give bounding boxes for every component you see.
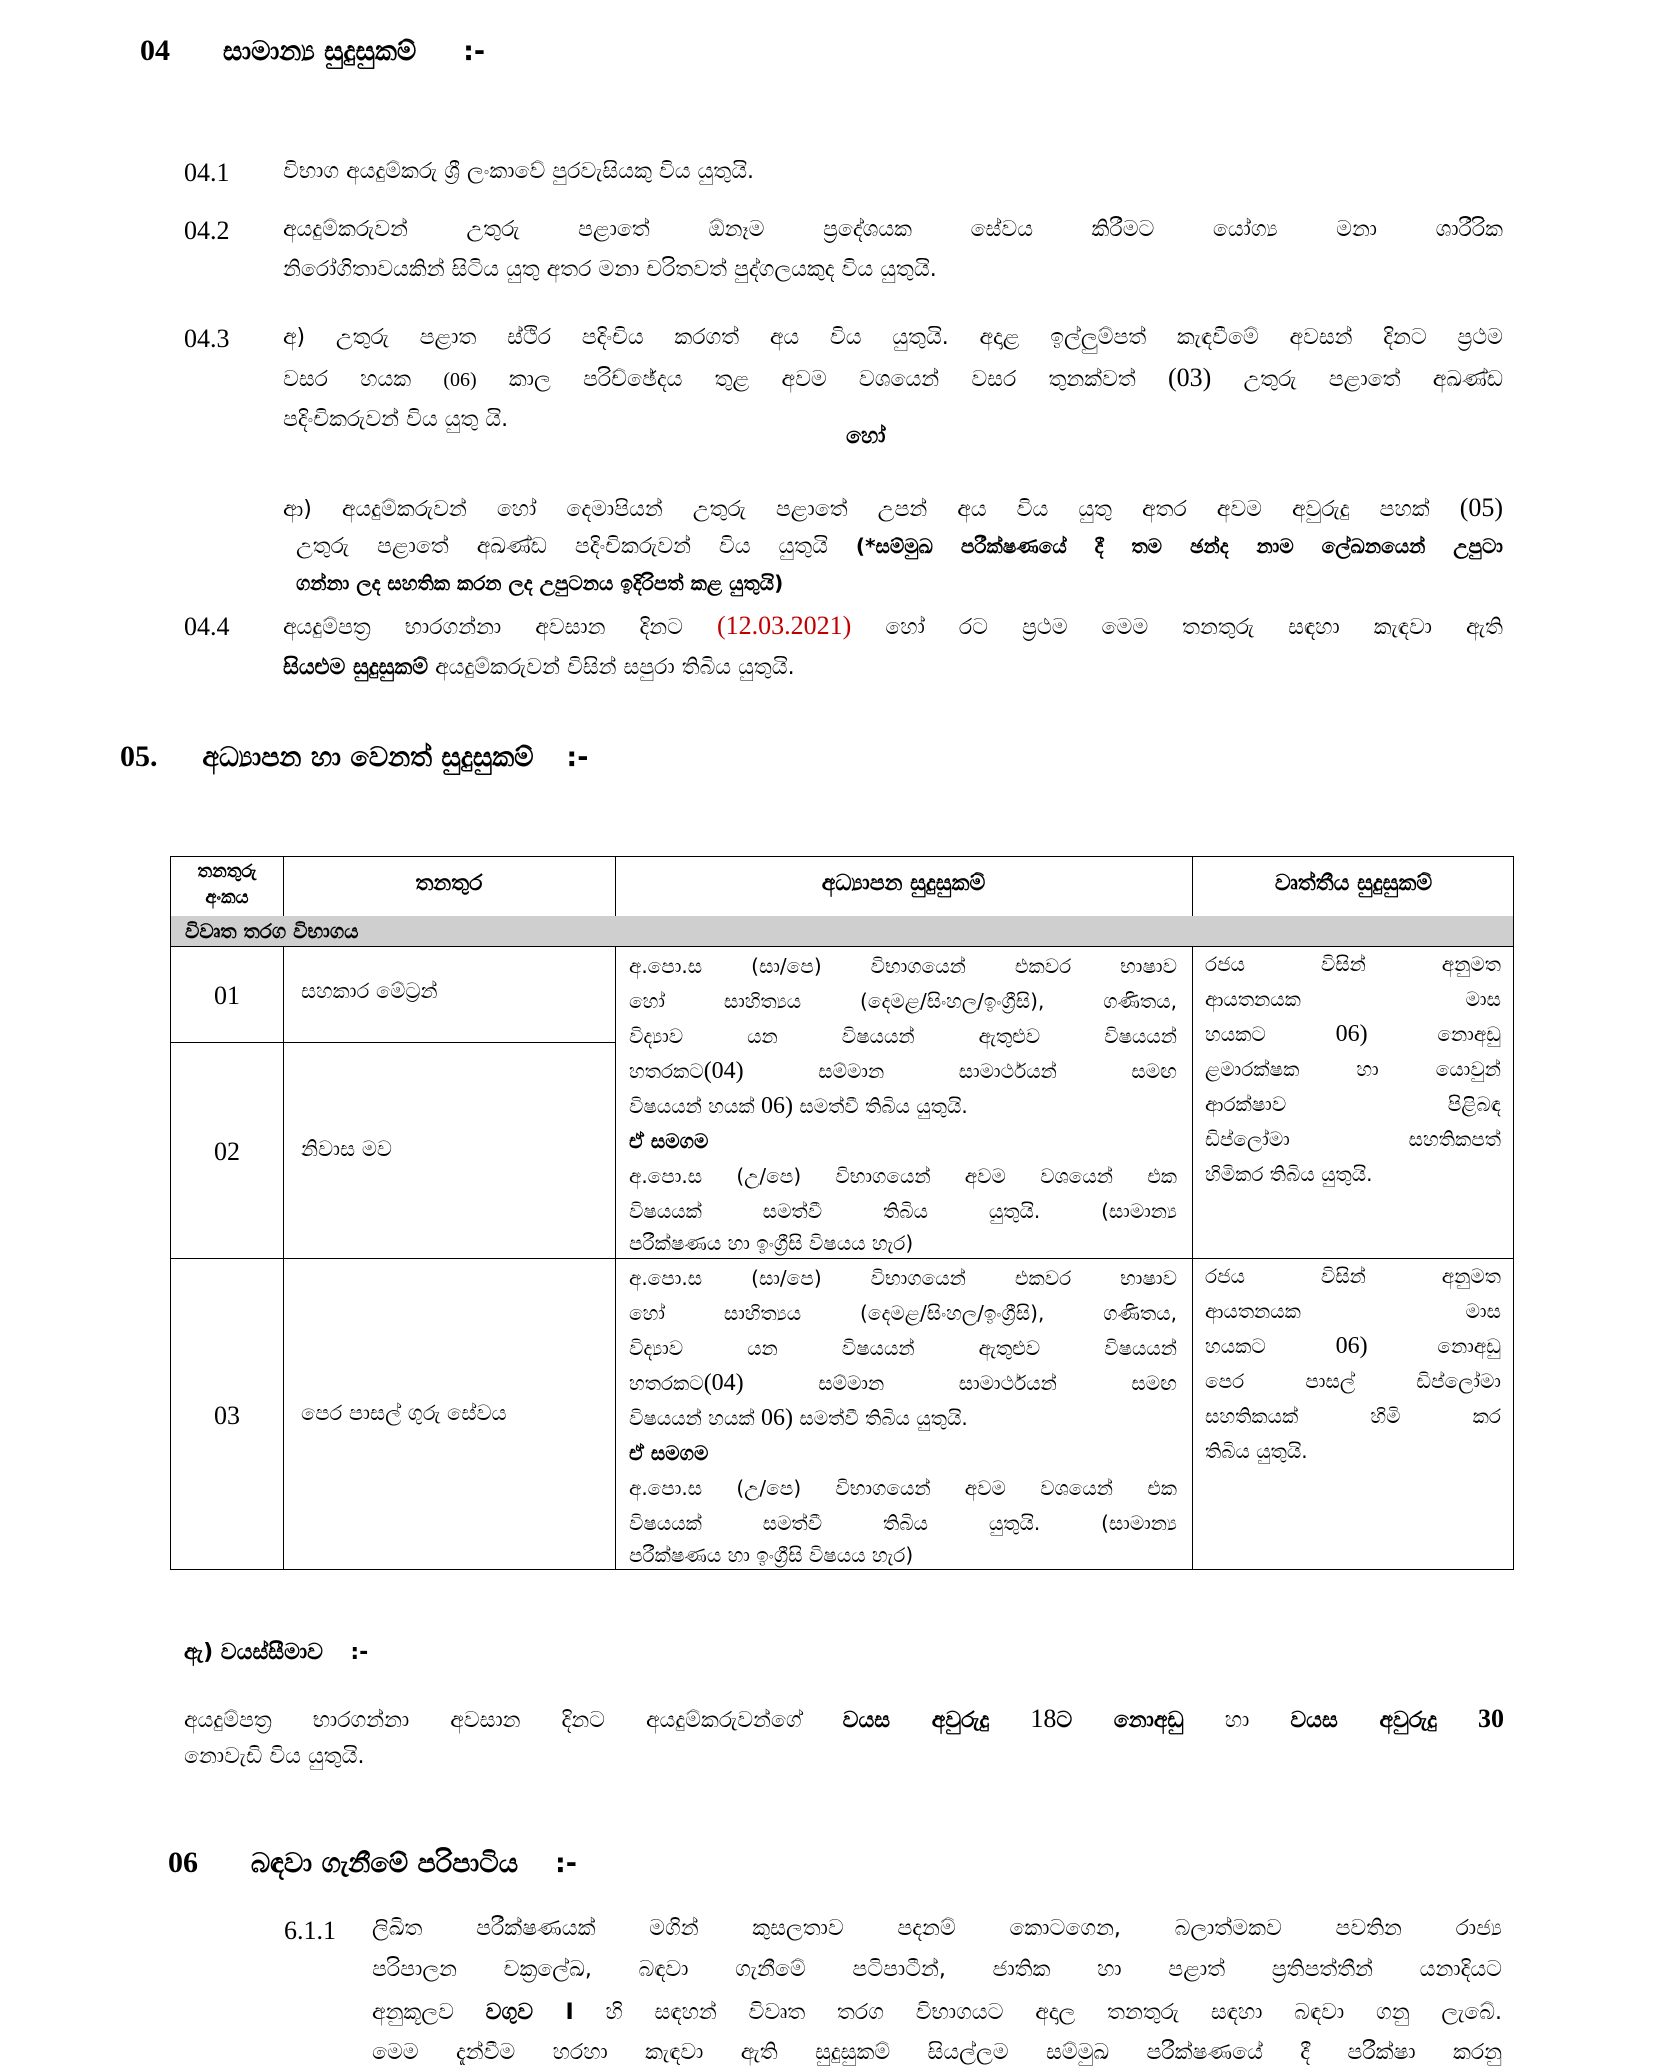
text-line: නිරෝගිතාවයකින් සිටිය යුතු අතර මනා චරිතවත් පුද්ගලයකුද විය යුතුයි.	[283, 257, 937, 282]
item-alt-text-cont	[296, 528, 1503, 601]
number-fragment: (06)	[443, 369, 477, 391]
text-fragment: වසර හයක	[283, 367, 412, 392]
text-line: ඩිප්ලෝමා සහතිකපත්	[1205, 1127, 1501, 1151]
bold-fragment: වගුව I	[485, 2000, 574, 2025]
number-fragment: 30	[1478, 1704, 1504, 1733]
text-fragment: හි සඳහන් විවෘත තරග විභාගයට අදාල තනතුරු සඳහා බඳවා ගනු ලැබේ.	[605, 2000, 1502, 2025]
text-line: ආයතනයක මාස	[1205, 1299, 1501, 1323]
text-line	[1205, 1329, 1501, 1364]
text-line	[283, 488, 1503, 530]
qualifications-table	[170, 856, 1514, 1570]
header-post: තනතුර	[415, 871, 483, 896]
text-fragment: හයකට	[1205, 1022, 1266, 1046]
text-line: පරීක්ෂණය හා ඉංග්‍රීසි විෂයය හැර)	[629, 1231, 914, 1255]
text-line: විභාග අයදුම්කරු ශ්‍රී ලංකාවේ පුරවැසියකු විය යුතුයි.	[283, 159, 755, 184]
text-line: රජය විසින් අනුමත	[1205, 1264, 1501, 1288]
subsection-suffix: :-	[350, 1640, 369, 1665]
section-title: සාමාන්‍ය සුදුසුකම්	[222, 36, 417, 67]
education-cell	[629, 949, 1177, 1257]
text-fragment: කාල පරිච්ඡේදය තුළ අවම වශයෙන් වසර තුනක්වත්	[508, 367, 1136, 392]
subsection-title: ඇ) වයස්සීමාව	[184, 1640, 323, 1665]
text-line: අ.පො.ස (සා/පෙ) විභාගයෙන් එකවර භාෂාව	[629, 954, 1177, 978]
text-line: ළමාරක්ෂක හා යොවුන්	[1205, 1057, 1501, 1081]
text-fragment: උතුරු පළාතේ අඛණ්ඩ	[1243, 367, 1503, 392]
text-fragment: හයකට	[1205, 1334, 1266, 1358]
header-professional: වෘත්තීය සුදුසුකම්	[1274, 871, 1433, 896]
number-fragment: 18	[1030, 1704, 1057, 1733]
text-fragment: සමත්වී තිබිය යුතුයි.	[799, 1406, 968, 1430]
text-line: විෂයයක් සමත්වී තිබිය යුතුයි. (සාමාන්‍ය	[629, 1199, 1177, 1223]
professional-cell	[1205, 947, 1501, 1192]
bold-fragment: ට නොඅඩු	[1056, 1708, 1184, 1733]
number-fragment: (04)	[703, 1370, 744, 1396]
text-line: ලිඛිත පරීක්ෂණයක් මගින් කුසලතාව පදනම් කොටගෙන, බලාත්මකව පවතින රාජ්‍ය	[372, 1916, 1502, 1941]
text-line	[283, 648, 1503, 688]
age-limit-heading	[184, 1640, 368, 1665]
text-fragment: අයදුම්පත්‍ර භාරගන්නා අවසාන දිනට අයදුම්කරුවන්ගේ	[184, 1708, 802, 1733]
text-fragment: හා	[1224, 1708, 1250, 1733]
text-line	[629, 1054, 1177, 1089]
section-number: 06	[168, 1846, 198, 1879]
item-text	[283, 606, 1503, 688]
number-fragment: 06)	[761, 1093, 793, 1119]
text-line: අ.පො.ස (සා/පෙ) විභාගයෙන් එකවර භාෂාව	[629, 1266, 1177, 1290]
item-number: 04.3	[184, 324, 230, 353]
text-fragment: හෝ රට ප්‍රථම මෙම තනතුරු සඳහා කැඳවා ඇති	[885, 615, 1503, 640]
item-number: 04.4	[184, 612, 230, 641]
or-separator: හෝ	[846, 424, 886, 449]
text-line: අයදුම්කරුවන් උතුරු පළාතේ ඕනෑම ප්‍රදේශයක සේවය කිරීමට යෝග්‍ය මනා ශාරීරික	[283, 217, 1503, 242]
number-fragment: 06)	[1335, 1021, 1368, 1047]
bold-fragment: වයස අවුරුදු	[842, 1708, 990, 1733]
post-number-cell: 01	[214, 981, 240, 1010]
text-line: පරීක්ෂණය හා ඉංග්‍රීසි විෂයය හැර)	[629, 1543, 914, 1567]
text-line: ආරක්ෂාව පිළිබඳ	[1205, 1092, 1501, 1116]
text-line: හිමිකර තිබිය යුතුයි.	[1205, 1162, 1373, 1186]
section-05-heading	[120, 740, 588, 774]
item-number: 04.1	[184, 158, 230, 187]
number-fragment: (03)	[1167, 363, 1212, 392]
education-cell	[629, 1261, 1177, 1569]
header-post-number	[171, 859, 283, 911]
professional-cell	[1205, 1259, 1501, 1469]
header-text: තනතුරු	[197, 861, 257, 882]
table-divider	[283, 857, 284, 1569]
item-number: 04.2	[184, 216, 230, 245]
date-fragment: (12.03.2021)	[716, 611, 852, 640]
category-row: විවෘත තරග විභාගය	[171, 916, 1513, 946]
text-line: අ.පො.ස (උ/පෙ) විභාගයෙන් අවම වශයෙන් එක	[629, 1476, 1177, 1500]
text-line	[372, 1992, 1502, 2034]
section-number: 04	[140, 34, 170, 67]
section-number: 05.	[120, 740, 158, 773]
text-fragment: විෂයයන් හයක්	[629, 1094, 755, 1118]
text-fragment: නොඅඩු	[1437, 1022, 1501, 1046]
text-line: තිබිය යුතුයි.	[1205, 1439, 1308, 1463]
age-limit-text	[184, 1700, 1504, 1774]
item-text	[283, 152, 923, 192]
number-fragment: 06)	[1335, 1333, 1368, 1359]
post-name-cell: පෙර පාසල් ගුරු සේවය	[301, 1401, 507, 1425]
section-04-heading	[140, 34, 485, 68]
text-line: සහතිකයක් හිමි කර	[1205, 1404, 1501, 1428]
number-fragment: (05)	[1459, 493, 1503, 522]
text-line: විද්‍යාව යන විෂයයන් ඇතුළුව විෂයයන්	[629, 1024, 1177, 1048]
note-line: ගන්නා ලද සහතික කරන ලද උපුටනය ඉදිරිපත් කළ යුතුයි)	[296, 571, 784, 595]
text-line: හෝ සාහිත්‍යය (දෙමළ/සිංහල/ඉංග්‍රීසි), ගණිතය,	[629, 1301, 1177, 1325]
number-fragment: 06)	[761, 1405, 793, 1431]
table-divider	[1192, 857, 1193, 1569]
text-fragment: උතුරු පළාතේ අඛණ්ඩ පදිංචිකරුවන් විය යුතුයි	[296, 534, 828, 559]
text-line: මෙම දැන්වීම හරහා කැඳවා ඇති සුදුසුකම් සියල්ලම සම්මුඛ පරීක්ෂණයේ දී පරීක්ෂා කරනු	[372, 2040, 1502, 2065]
number-fragment: (04)	[703, 1058, 744, 1084]
post-number-cell: 02	[214, 1137, 240, 1166]
text-line: පරිපාලන චක්‍රලේඛ, බඳවා ගැනීමේ පටිපාටීන්, ජාතික හා පළාත් ප්‍රතිපත්තීන් යනාදියට	[372, 1957, 1502, 1982]
text-line	[283, 358, 1503, 400]
text-fragment: අයදුම්කරුවන් විසින් සපුරා තිබිය යුතුයි.	[435, 655, 795, 680]
text-line: ඒ සමගම	[629, 1129, 709, 1153]
text-line	[1205, 1017, 1501, 1052]
header-text: අංකය	[205, 887, 249, 908]
item-text	[283, 210, 1503, 290]
table-divider	[171, 1042, 615, 1043]
text-line: විෂයයක් සමත්වී තිබිය යුතුයි. (සාමාන්‍ය	[629, 1511, 1177, 1535]
text-fragment: සම්මාන සාමාර්ථයන් සමඟ	[818, 1371, 1177, 1395]
section-title: බඳවා ගැනීමේ පරිපාටිය	[250, 1848, 519, 1879]
text-line	[629, 1366, 1177, 1401]
text-fragment: ආ) අයදුම්කරුවන් හෝ දෙමාපියන් උතුරු පළාතේ උපන් අය විය යුතු අතර අවම අවුරුදු පහක්	[283, 497, 1430, 522]
bold-fragment: සියළුම සුදුසුකම්	[283, 655, 429, 680]
text-line: පෙර පාසල් ඩිප්ලෝමා	[1205, 1369, 1501, 1393]
text-fragment: අනුකූලව	[372, 2000, 454, 2025]
text-line	[629, 1401, 1177, 1436]
item-number: 6.1.1	[284, 1916, 336, 1945]
item-text	[372, 1910, 1502, 2072]
text-line	[184, 1700, 1504, 1740]
text-fragment: නොඅඩු	[1437, 1334, 1501, 1358]
bold-fragment: වයස අවුරුදු	[1290, 1708, 1437, 1733]
post-number-cell: 03	[214, 1401, 240, 1430]
section-suffix: :-	[554, 1848, 577, 1879]
text-line: හෝ සාහිත්‍යය (දෙමළ/සිංහල/ඉංග්‍රීසි), ගණිතය,	[629, 989, 1177, 1013]
text-line	[629, 1089, 1177, 1124]
text-fragment: සම්මාන සාමාර්ථයන් සමඟ	[818, 1059, 1177, 1083]
post-name-cell: නිවාස මව	[301, 1137, 393, 1161]
table-divider	[615, 857, 616, 1569]
text-line: නොවැඩි විය යුතුයි.	[184, 1744, 365, 1769]
section-title: අධ්‍යාපන හා වෙනත් සුදුසුකම්	[202, 742, 534, 773]
text-line	[296, 528, 1503, 565]
post-name-cell: සහකාර මේට්‍රන්	[301, 979, 438, 1003]
text-fragment: අයදුම්පත්‍ර භාරගන්නා අවසාන දිනට	[283, 615, 683, 640]
item-alt-text	[283, 488, 1503, 530]
note-fragment: (*සම්මුඛ පරීක්ෂණයේ දී තම ඡන්ද නාම ලේඛනයෙන් උපුටා	[855, 534, 1503, 558]
section-suffix: :-	[566, 742, 589, 773]
item-text	[283, 318, 1503, 440]
section-06-heading	[168, 1846, 577, 1880]
text-line: අ.පො.ස (උ/පෙ) විභාගයෙන් අවම වශයෙන් එක	[629, 1164, 1177, 1188]
header-education: අධ්‍යාපන සුදුසුකම්	[821, 871, 986, 896]
section-suffix: :-	[463, 36, 486, 67]
text-fragment: විෂයයන් හයක්	[629, 1406, 755, 1430]
text-fragment: සමත්වී තිබිය යුතුයි.	[799, 1094, 968, 1118]
text-line	[283, 606, 1503, 648]
text-line: විද්‍යාව යන විෂයයන් ඇතුළුව විෂයයන්	[629, 1336, 1177, 1360]
text-fragment: හතරකට	[629, 1371, 704, 1395]
text-line: රජය විසින් අනුමත	[1205, 952, 1501, 976]
text-line: අ) උතුරු පළාත ස්ථිර පදිංචිය කරගත් අය විය යුතුයි. අදාළ ඉල්ලුම්පත් කැඳවීමේ අවසන් දිනට ප්‍රථම	[283, 325, 1503, 350]
text-line: ආයතනයක මාස	[1205, 987, 1501, 1011]
text-fragment: හතරකට	[629, 1059, 704, 1083]
text-line: පදිංචිකරුවන් විය යුතු යි.	[283, 407, 509, 432]
text-line: ඒ සමගම	[629, 1441, 709, 1465]
